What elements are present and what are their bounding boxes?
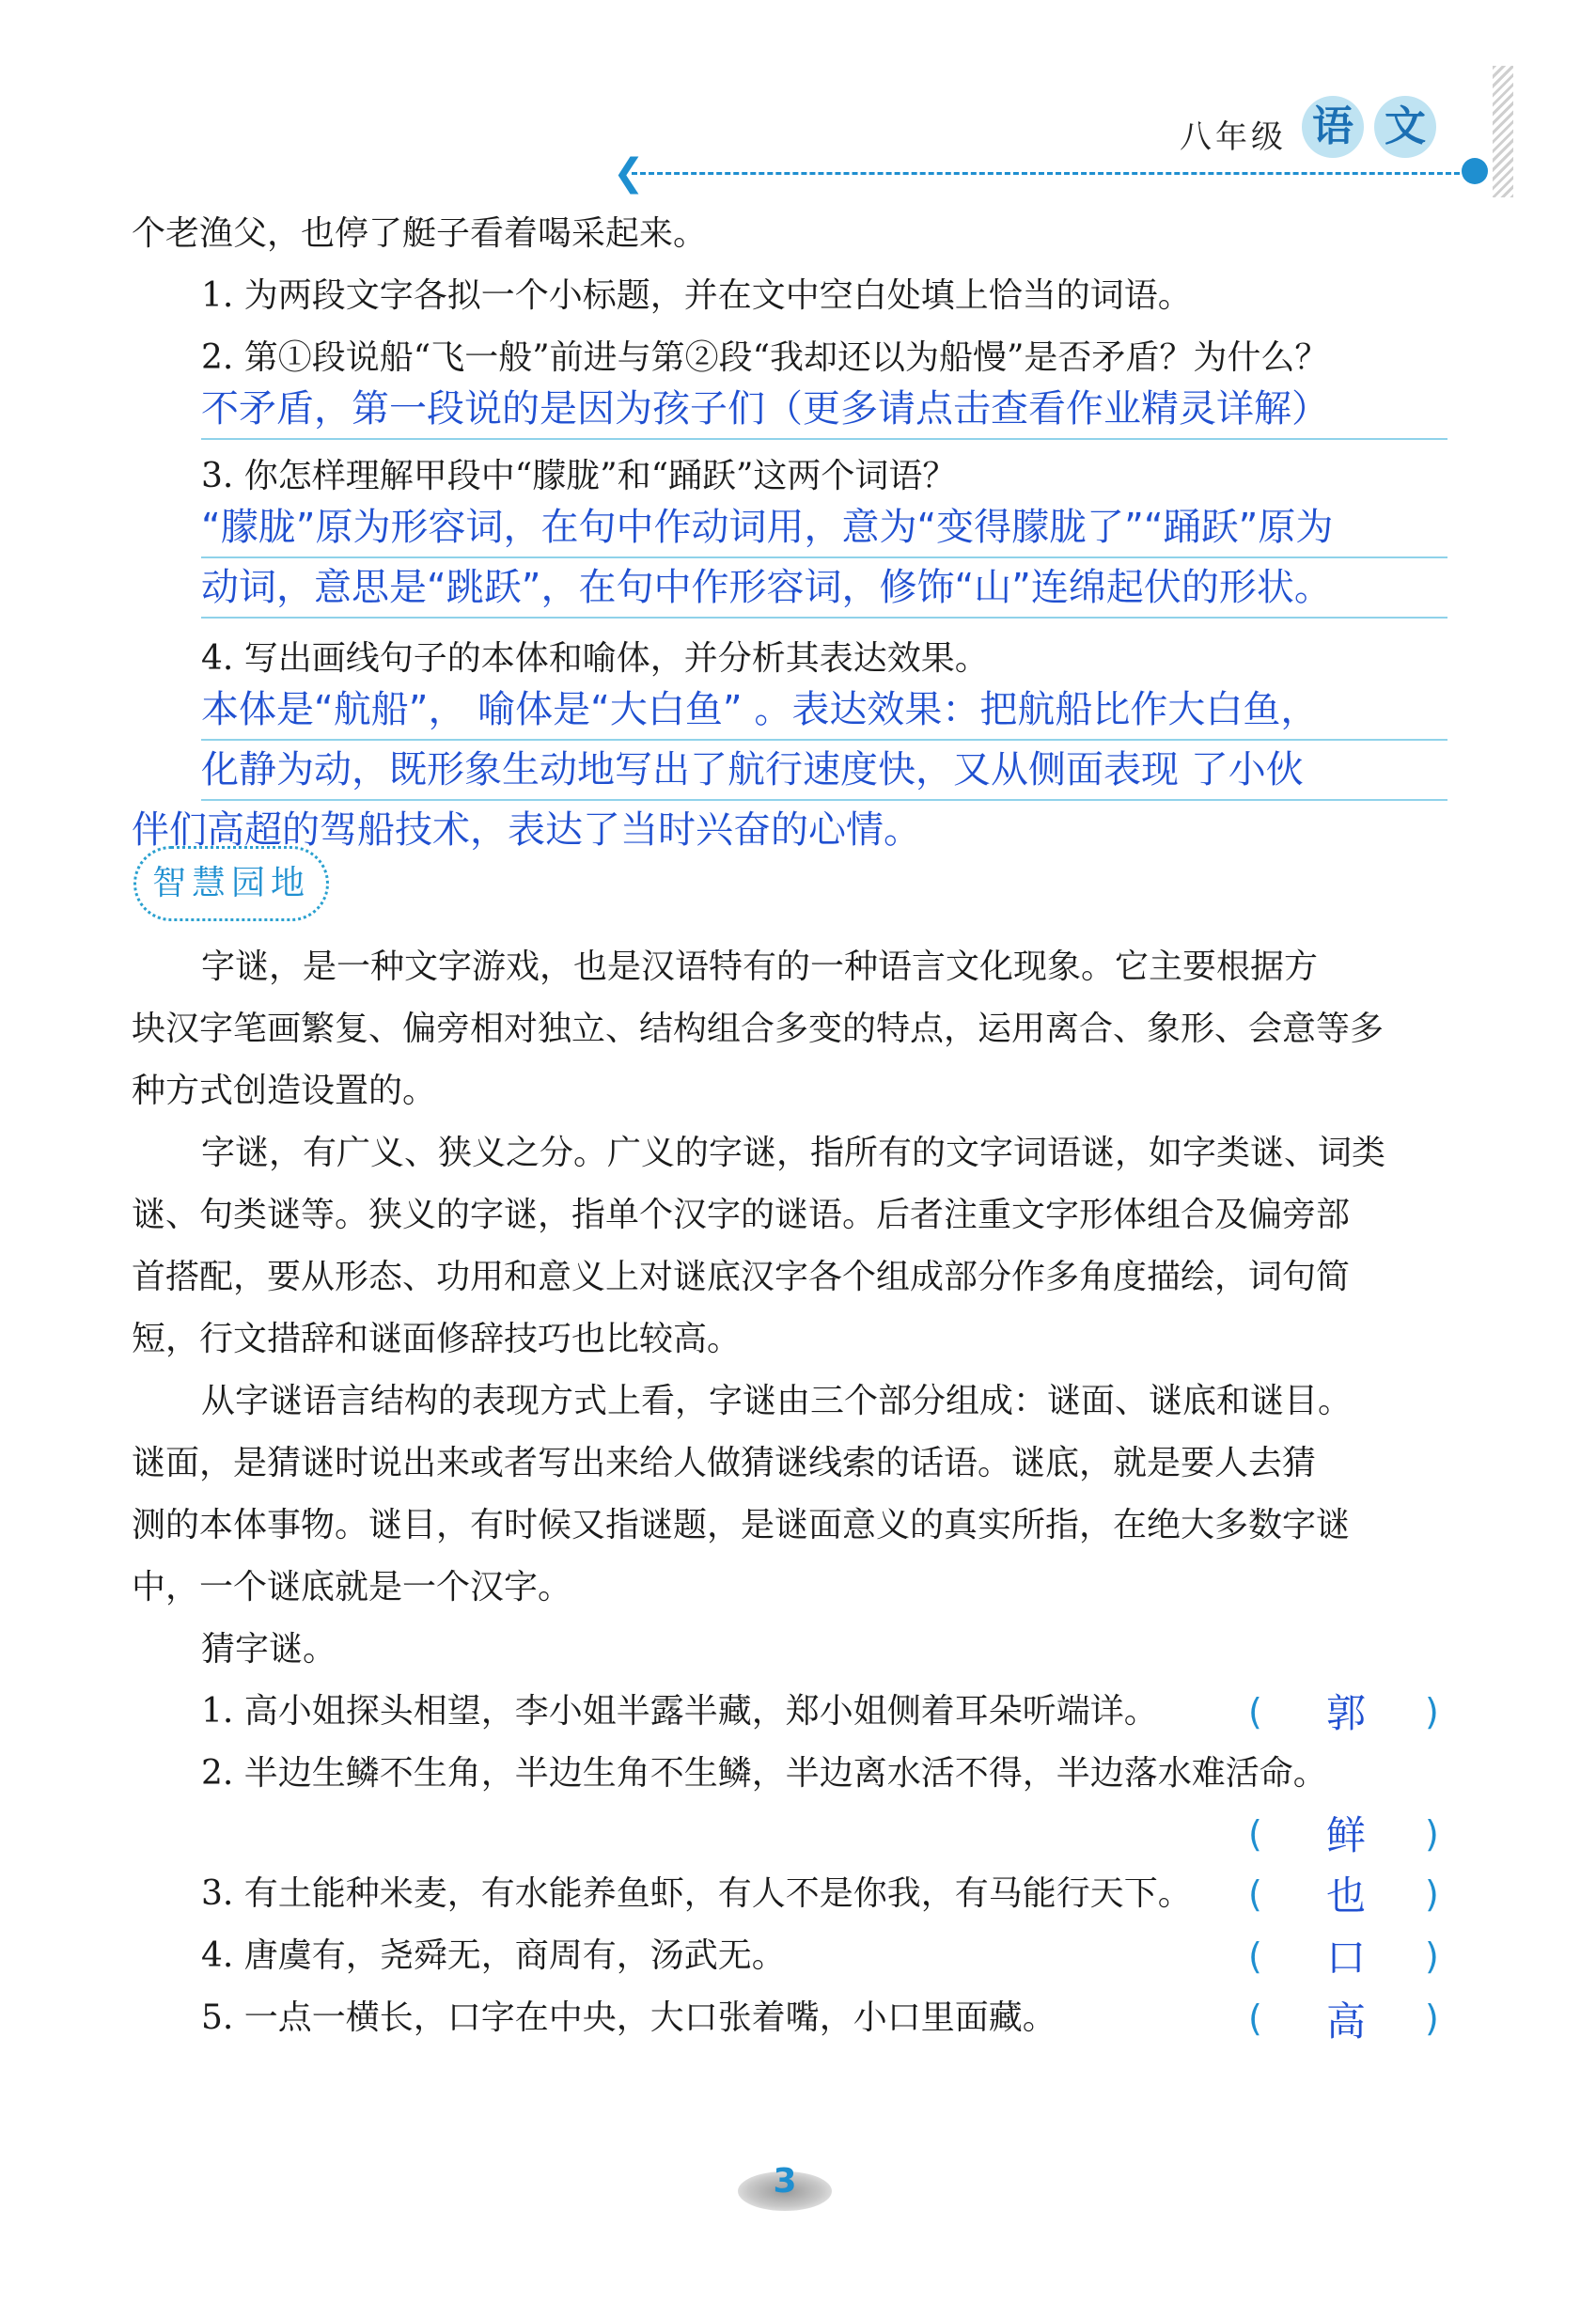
paragraph-line: 谜、句类谜等。狭义的字谜，指单个汉字的谜语。后者注重文字形体组合及偏旁部 — [132, 1196, 1351, 1234]
answer-rule — [201, 617, 1447, 619]
paren-close: ) — [1425, 1691, 1439, 1732]
paren-open: ( — [1248, 1691, 1262, 1732]
paragraph-line: 谜面，是猜谜时说出来或者写出来给人做猜谜线索的话语。谜底，就是要人去猜 — [132, 1444, 1317, 1482]
paren-close: ) — [1425, 1998, 1439, 2039]
paren-open: ( — [1248, 1873, 1262, 1915]
riddle-4: 4. 唐虞有，尧舜无，商周有，汤武无。 — [201, 1936, 786, 1975]
paragraph-line: 从字谜语言结构的表现方式上看，字谜由三个部分组成：谜面、谜底和谜目。 — [201, 1382, 1353, 1420]
answer-rule — [201, 799, 1447, 801]
riddle-answer-3: 也 — [1325, 1872, 1366, 1919]
paren-open: ( — [1248, 1813, 1262, 1855]
question-4: 4. 写出画线句子的本体和喻体，并分析其表达效果。 — [201, 639, 989, 678]
question-2: 2. 第①段说船“飞一般”前进与第②段“我却还以为船慢”是否矛盾？为什么？ — [201, 338, 1329, 377]
answer-4-line-2: 化静为动，既形象生动地写出了航行速度快，又从侧面表现 了小伙 — [201, 748, 1304, 791]
header-hatch-decoration — [1493, 66, 1513, 197]
paragraph-line: 短，行文措辞和谜面修辞技巧也比较高。 — [132, 1320, 742, 1358]
riddle-2: 2. 半边生鳞不生角，半边生角不生鳞，半边离水活不得，半边落水难活命。 — [201, 1754, 1327, 1793]
paragraph-line: 种方式创造设置的。 — [132, 1072, 437, 1110]
answer-2-line-1: 不矛盾，第一段说的是因为孩子们（更多请点击查看作业精灵详解） — [201, 387, 1329, 431]
header-dot-icon — [1462, 158, 1488, 184]
answer-3-line-2: 动词，意思是“跳跃”，在句中作形容词，修饰“山”连绵起伏的形状。 — [201, 566, 1332, 609]
section-title-badge: 智慧园地 — [133, 846, 329, 921]
riddle-1: 1. 高小姐探头相望，李小姐半露半藏，郑小姐侧着耳朵听端详。 — [201, 1692, 1158, 1731]
paragraph-line: 测的本体事物。谜目，有时候又指谜题，是谜面意义的真实所指，在绝大多数字谜 — [132, 1506, 1351, 1544]
header-subject-char-1: 语 — [1302, 96, 1364, 158]
riddle-heading: 猜字谜。 — [201, 1630, 337, 1669]
passage-tail: 个老渔父，也停了艇子看着喝采起来。 — [132, 214, 708, 253]
question-3: 3. 你怎样理解甲段中“朦胧”和“踊跃”这两个词语？ — [201, 457, 957, 495]
riddle-answer-2: 鲜 — [1325, 1812, 1366, 1858]
header-dashed-line — [632, 172, 1468, 175]
riddle-answer-4: 口 — [1325, 1935, 1366, 1981]
paragraph-line: 块汉字笔画繁复、偏旁相对独立、结构组合多变的特点，运用离合、象形、会意等多 — [132, 1010, 1385, 1048]
riddle-answer-5: 高 — [1325, 1998, 1366, 2045]
paragraph-line: 字谜，有广义、狭义之分。广义的字谜，指所有的文字词语谜，如字类谜、词类 — [201, 1134, 1386, 1172]
paren-close: ) — [1425, 1873, 1439, 1915]
answer-4-line-1: 本体是“航船”， 喻体是“大白鱼” 。表达效果：把航船比作大白鱼， — [201, 688, 1319, 731]
header-subject-char-2: 文 — [1374, 96, 1436, 158]
riddle-3: 3. 有土能种米麦，有水能养鱼虾，有人不是你我，有马能行天下。 — [201, 1874, 1192, 1913]
riddle-5: 5. 一点一横长，口字在中央，大口张着嘴，小口里面藏。 — [201, 1998, 1056, 2037]
paragraph-line: 字谜，是一种文字游戏，也是汉语特有的一种语言文化现象。它主要根据方 — [201, 948, 1319, 986]
answer-4-line-3: 伴们高超的驾船技术，表达了当时兴奋的心情。 — [132, 808, 921, 852]
header-grade: 八年级 — [1180, 118, 1287, 156]
answer-3-line-1: “朦胧”原为形容词，在句中作动词用，意为“变得朦胧了”“踊跃”原为 — [201, 506, 1334, 549]
paren-open: ( — [1248, 1935, 1262, 1977]
answer-rule — [201, 739, 1447, 741]
riddle-answer-1: 郭 — [1325, 1690, 1366, 1736]
paren-open: ( — [1248, 1998, 1262, 2039]
header-arrow-left-icon: ❮ — [613, 151, 645, 195]
question-1: 1. 为两段文字各拟一个小标题，并在文中空白处填上恰当的词语。 — [201, 276, 1192, 315]
paren-close: ) — [1425, 1935, 1439, 1977]
paragraph-line: 中，一个谜底就是一个汉字。 — [132, 1568, 572, 1606]
paragraph-line: 首搭配，要从形态、功用和意义上对谜底汉字各个组成部分作多角度描绘，词句简 — [132, 1258, 1351, 1296]
answer-rule — [201, 556, 1447, 558]
paren-close: ) — [1425, 1813, 1439, 1855]
page-number: 3 — [773, 2162, 797, 2201]
answer-rule — [201, 438, 1447, 440]
